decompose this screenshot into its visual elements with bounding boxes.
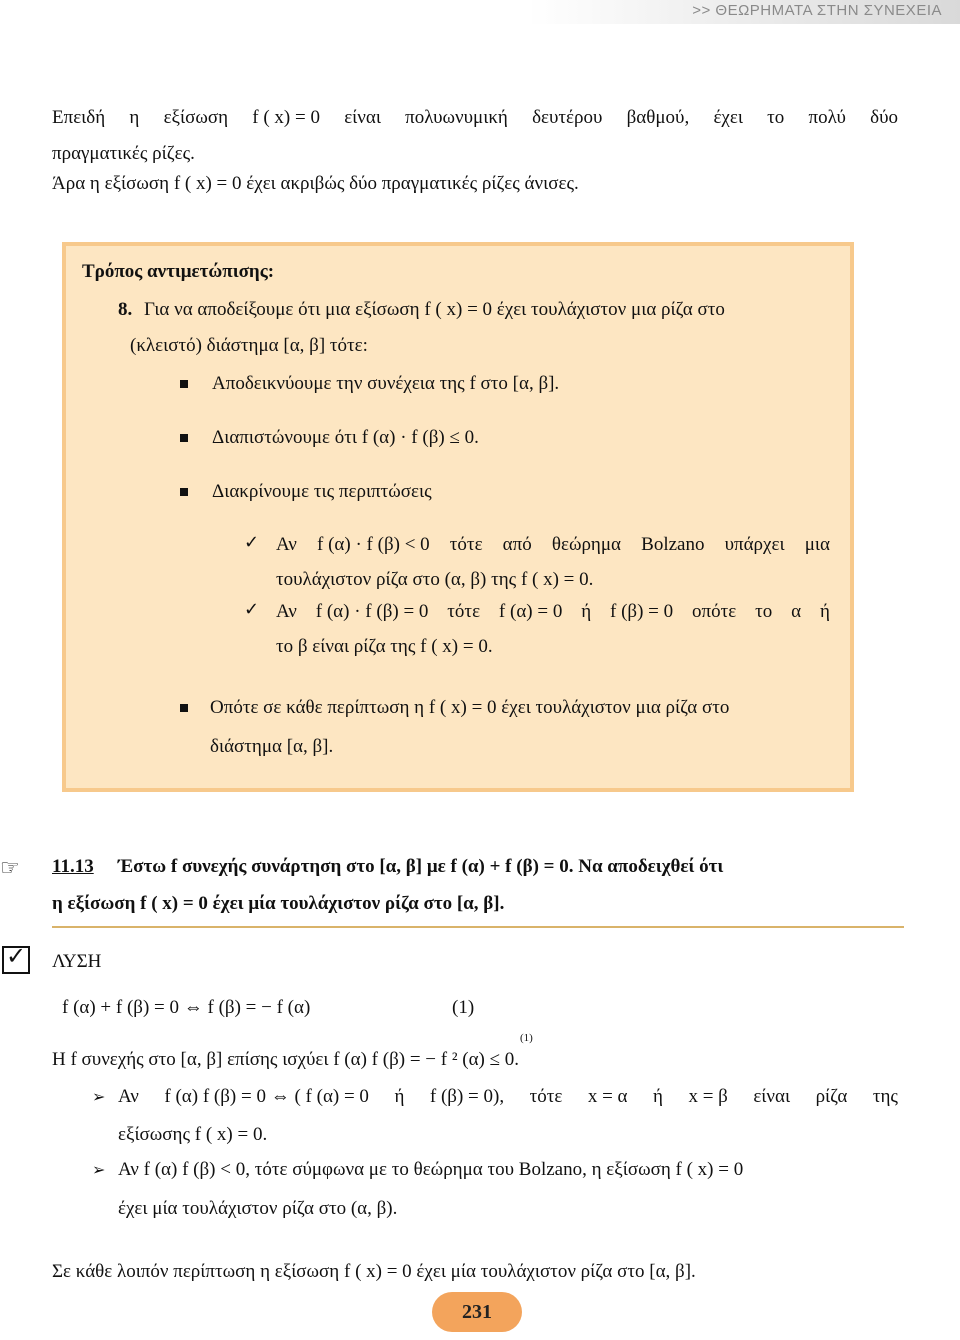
check-1-line-2: τουλάχιστον ρίζα στο (α, β) της f ( x) = 0. xyxy=(276,569,594,590)
section-header: >> ΘΕΩΡΗΜΑΤΑ ΣΤΗΝ ΣΥΝΕΧΕΙΑ xyxy=(692,2,942,19)
bullet-1: Αποδεικνύουμε την συνέχεια της f στο [α, β]. xyxy=(212,373,560,394)
word: ρίζα xyxy=(815,1086,848,1107)
word: είναι xyxy=(344,107,381,128)
word: τότε xyxy=(529,1086,563,1107)
checkmark-icon: ✓ xyxy=(244,599,260,620)
check-2-line-1 xyxy=(276,600,830,624)
word: το xyxy=(755,601,773,622)
word: μια xyxy=(804,534,830,555)
word: πολύ xyxy=(808,107,846,128)
conclusion: Σε κάθε λοιπόν περίπτωση η εξίσωση f ( x) = 0 έχει μία τουλάχιστον ρίζα στο [α, β]. xyxy=(52,1261,696,1282)
word: Επειδή xyxy=(52,107,106,128)
bullet-marker xyxy=(180,704,188,712)
item-line-1: Για να αποδείξουμε ότι μια εξίσωση f ( x) = 0 έχει τουλάχιστον μια ρίζα στο xyxy=(144,299,725,320)
case-2-line-1: Αν f (α) f (β) < 0, τότε σύμφωνα με το θεώρημα του Bolzano, η εξίσωση f ( x) = 0 xyxy=(118,1159,744,1180)
word: από xyxy=(502,534,532,555)
equation-2-overset: (1) xyxy=(520,1032,533,1044)
word: θεώρημα xyxy=(551,534,622,555)
word: α xyxy=(791,601,802,622)
word: Αν xyxy=(118,1086,139,1107)
equation-1-tag: (1) xyxy=(452,997,475,1018)
pointing-hand-icon: ☞ xyxy=(0,856,20,881)
word: το xyxy=(767,107,785,128)
case-1-line-2: εξίσωσης f ( x) = 0. xyxy=(118,1124,268,1145)
bullet-3: Διακρίνουμε τις περιπτώσεις xyxy=(212,481,432,502)
word: f (β) = 0 xyxy=(610,601,674,622)
bullet-4-line-1: Οπότε σε κάθε περίπτωση η f ( x) = 0 έχει τουλάχιστον μια ρίζα στο xyxy=(210,697,730,718)
word: είναι xyxy=(753,1086,791,1107)
word: ή xyxy=(394,1086,405,1107)
checked-box-icon: ✓ xyxy=(2,946,30,974)
word: Αν xyxy=(276,534,297,555)
intro-line-2: πραγματικές ρίζες. xyxy=(52,143,195,164)
checkmark-icon: ✓ xyxy=(244,532,260,553)
word: ή xyxy=(819,601,830,622)
exercise-line-1: Έστω f συνεχής συνάρτηση στο [α, β] με f (α) + f (β) = 0. Να αποδειχθεί ότι xyxy=(118,856,724,877)
word: ή xyxy=(653,1086,663,1107)
equation-2: Η f συνεχής στο [α, β] επίσης ισχύει f (α) f (β) = − f ² (α) ≤ 0. xyxy=(52,1049,520,1070)
case-2-line-2: έχει μία τουλάχιστον ρίζα στο (α, β). xyxy=(118,1198,398,1219)
bullet-marker xyxy=(180,434,188,442)
word: βαθμού, xyxy=(626,107,690,128)
word: δευτέρου xyxy=(532,107,603,128)
intro-line-1 xyxy=(52,106,898,130)
arrow-bullet-icon: ➢ xyxy=(92,1087,106,1106)
check-2-line-2: το β είναι ρίζα της f ( x) = 0. xyxy=(276,636,493,657)
arrow-bullet-icon: ➢ xyxy=(92,1160,106,1179)
divider xyxy=(52,926,904,928)
word: εξίσωση xyxy=(163,107,229,128)
method-title: Τρόπος αντιμετώπισης: xyxy=(82,261,275,282)
word: υπάρχει xyxy=(724,534,785,555)
word: πολυωνυμική xyxy=(405,107,508,128)
solution-heading: ΛΥΣΗ xyxy=(52,951,102,972)
intro-line-3: Άρα η εξίσωση f ( x) = 0 έχει ακριβώς δύο πραγματικές ρίζες άνισες. xyxy=(52,173,579,194)
item-number: 8. xyxy=(118,299,133,320)
word: f ( x) = 0 xyxy=(252,107,320,128)
bullet-2: Διαπιστώνουμε ότι f (α) · f (β) ≤ 0. xyxy=(212,427,479,448)
equation-1: f (α) + f (β) = 0 ⇔ f (β) = − f (α) xyxy=(62,997,311,1018)
word: f (β) = 0), xyxy=(429,1086,505,1107)
item-line-2: (κλειστό) διάστημα [α, β] τότε: xyxy=(130,335,368,356)
bullet-marker xyxy=(180,488,188,496)
exercise-line-2: η εξίσωση f ( x) = 0 έχει μία τουλάχιστον ρίζα στο [α, β]. xyxy=(52,893,505,914)
word: οπότε xyxy=(692,601,737,622)
word: τότε xyxy=(447,601,481,622)
word: Bolzano xyxy=(641,534,705,555)
word: τότε xyxy=(449,534,483,555)
word: f (α) · f (β) < 0 xyxy=(317,534,430,555)
bullet-4-line-2: διάστημα [α, β]. xyxy=(210,736,334,757)
word: η xyxy=(129,107,140,128)
word: της xyxy=(872,1086,898,1107)
word: ή xyxy=(581,601,592,622)
word: έχει xyxy=(713,107,743,128)
word: f (α) · f (β) = 0 xyxy=(315,601,429,622)
word: f (α) = 0 xyxy=(498,601,563,622)
page-number: 231 xyxy=(432,1292,522,1332)
exercise-number: 11.13 xyxy=(52,856,94,877)
case-1-line-1 xyxy=(118,1085,898,1109)
word: x = β xyxy=(688,1086,728,1107)
word: x = α xyxy=(587,1086,628,1107)
word: f (α) f (β) = 0 ⇔ ( f (α) = 0 xyxy=(164,1086,369,1107)
bullet-marker xyxy=(180,380,188,388)
word: δύο xyxy=(870,107,898,128)
word: Αν xyxy=(276,601,297,622)
check-1-line-1 xyxy=(276,533,830,557)
